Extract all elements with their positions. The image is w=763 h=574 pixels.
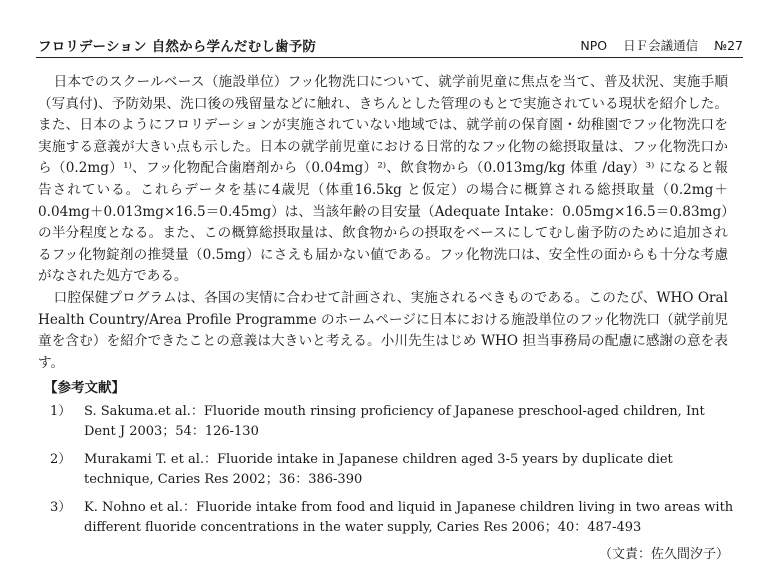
- references-list: [50, 402, 740, 546]
- reference-text: S. Sakuma.et al.：Fluoride mouth rinsing proficiency of Japanese preschool-aged children, Int Dent J 2003；54：126-130: [84, 404, 705, 439]
- header-org: NPO: [580, 38, 608, 53]
- body-paragraph-2: 口腔保健プログラムは、各国の実情に合わせて計画され、実施されるべきものである。このたび、WHO Oral Health Country/Area Profile Programme のホームページに日本における施設単位のフッ化物洗口（就学前児童を含む）を紹介できたことの意義は大きいと考える。小川先生はじめ WHO 担当事務局の配慮に感謝の意を表す。: [38, 289, 728, 371]
- reference-number: 2）: [50, 452, 72, 467]
- header-issue: №27: [714, 38, 743, 53]
- reference-item: [50, 498, 740, 538]
- reference-item: [50, 450, 740, 490]
- references-heading: 【参考文献】: [44, 380, 125, 396]
- page-header: [36, 33, 743, 58]
- header-publication: 日Ｆ会議通信: [623, 38, 699, 53]
- reference-item: [50, 402, 740, 442]
- body-paragraph-1: 日本でのスクールベース（施設単位）フッ化物洗口について、就学前児童に焦点を当て、普及状況、実施手順（写真付)、予防効果、洗口後の残留量などに触れ、きちんとした管理のもとで実施されている現状を紹介した。また、日本のようにフロリデーションが実施されていない地域では、就学前の保育園・幼稚園でフッ化物洗口を実施する意義が大きい点も示した。日本の就学前児童における日常的なフッ化物の総摂取量は、フッ化物洗口から（0.2mg）¹⁾、フッ化物配合歯磨剤から（0.04mg）²⁾、飲食物から（0.013mg/kg 体重 /day）³⁾ になると報告されている。これらデータを基に4歳児（体重16.5kg と仮定）の場合に概算される総摂取量（0.2mg＋0.04mg＋0.013mg×16.5＝0.45mg）は、当該年齢の目安量（Adequate Intake：0.05mg×16.5＝0.83mg）の半分程度となる。また、この概算総摂取量は、飲食物からの摂取をベースにしてむし歯予防のために追加されるフッ化物錠剤の推奨量（0.5mg）にさえも届かない値である。フッ化物洗口は、安全性の面からも十分な考慮がなされた処方である。: [38, 74, 728, 285]
- reference-text: K. Nohno et al.：Fluoride intake from food and liquid in Japanese children living in two areas with different fluoride concentrations in the water supply, Caries Res 2006；40：487-493: [84, 500, 734, 535]
- reference-number: 3）: [50, 500, 72, 515]
- article-body: [38, 72, 728, 374]
- header-info: [568, 36, 743, 54]
- reference-number: 1）: [50, 404, 72, 419]
- author-credit: （文責：佐久間汐子）: [598, 547, 729, 562]
- header-title: フロリデーション 自然から学んだむし歯予防: [38, 39, 317, 55]
- reference-text: Murakami T. et al.：Fluoride intake in Japanese children aged 3-5 years by duplicate diet technique, Caries Res 2002；36：386-390: [84, 452, 673, 487]
